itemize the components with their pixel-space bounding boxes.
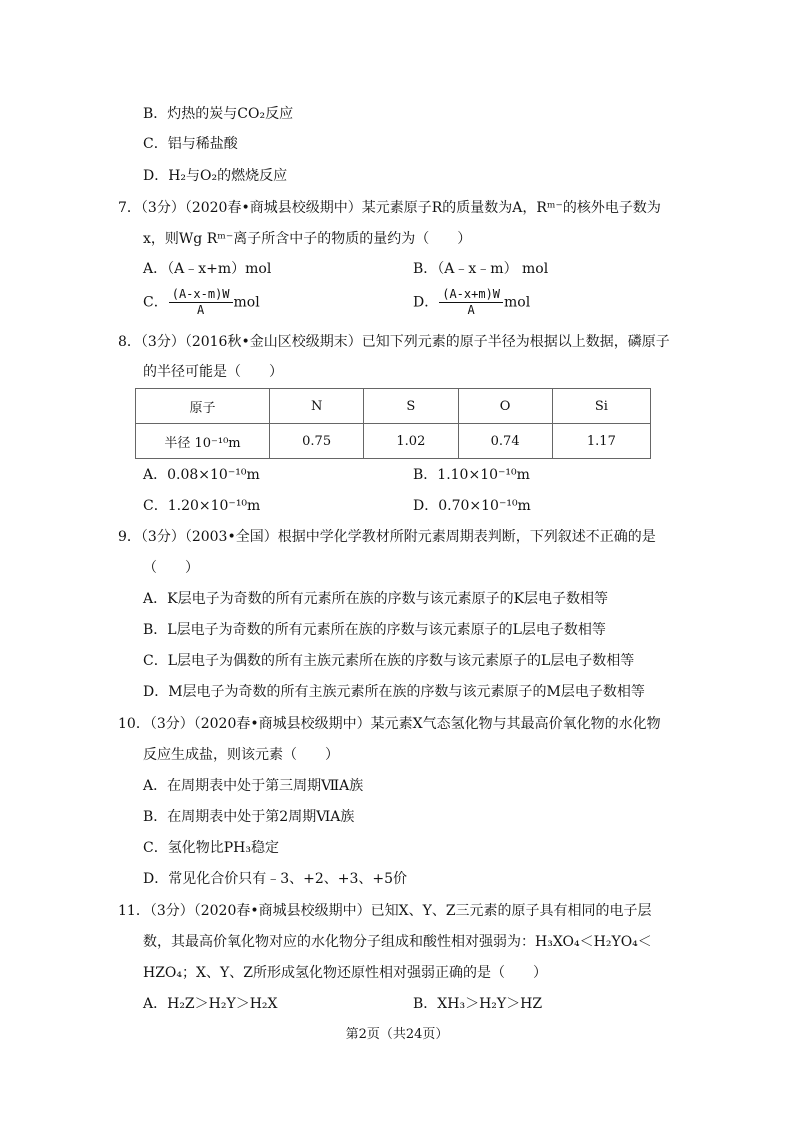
atomic-radius-table: [135, 388, 651, 459]
q7-option-c-label: C．: [143, 294, 168, 311]
q7-option-d-numerator: (A-x+m)W: [439, 287, 503, 303]
q7-stem-line2: x，则Wg Rᵐ⁻离子所含中子的物质的量约为（ ）: [143, 231, 472, 247]
q6-option-d: D．H₂与O₂的燃烧反应: [143, 168, 288, 184]
q7-option-b: B．（A﹣x﹣m） mol: [413, 261, 549, 277]
q10-option-d: D．常见化合价只有﹣3、+2、+3、+5价: [143, 871, 408, 887]
q8-option-a: A．0.08×10⁻¹⁰m: [143, 467, 260, 483]
table-header-cell: S: [364, 389, 458, 424]
q7-option-a: A．（A﹣x+m）mol: [143, 261, 272, 277]
q9-option-b: B．L层电子为奇数的所有元素所在族的序数与该元素原子的L层电子数相等: [143, 622, 606, 638]
table-header-cell: Si: [552, 389, 650, 424]
table-row: [136, 424, 651, 459]
q11-stem-line1: 11．（3分）（2020春•商城县校级期中）已知X、Y、Z三元素的原子具有相同的电子层: [118, 903, 652, 919]
q7-option-d-label: D．: [413, 294, 439, 311]
page-footer: 第2页（共24页）: [345, 1027, 449, 1042]
q7-option-c-numerator: (A-x-m)W: [169, 287, 233, 303]
q9-option-d: D．M层电子为奇数的所有主族元素所在族的序数与该元素原子的M层电子数相等: [143, 684, 645, 700]
q9-option-a: A．K层电子为奇数的所有元素所在族的序数与该元素原子的K层电子数相等: [143, 591, 609, 607]
q10-option-b: B．在周期表中处于第2周期ⅥA族: [143, 809, 355, 825]
q8-stem-line2: 的半径可能是（ ）: [143, 364, 283, 380]
q7-stem-line1: 7．（3分）（2020春•商城县校级期中）某元素原子R的质量数为A，Rᵐ⁻的核外电子数为: [118, 200, 661, 216]
table-header-cell: O: [458, 389, 552, 424]
q8-option-d: D．0.70×10⁻¹⁰m: [413, 498, 531, 514]
q7-option-d-fraction: [439, 287, 503, 318]
q7-option-c-unit: mol: [233, 294, 260, 311]
q6-option-b: B．灼热的炭与CO₂反应: [143, 106, 294, 122]
q6-option-c: C．铝与稀盐酸: [143, 136, 238, 152]
q11-stem-line3: HZO₄；X、Y、Z所形成氢化物还原性相对强弱正确的是（ ）: [143, 965, 547, 981]
q11-option-b: B．XH₃＞H₂Y＞HZ: [413, 996, 543, 1012]
q11-option-a: A．H₂Z＞H₂Y＞H₂X: [143, 996, 278, 1012]
q11-stem-line2: 数，其最高价氧化物对应的水化物分子组成和酸性相对强弱为：H₃XO₄＜H₂YO₄＜: [143, 934, 652, 950]
table-cell: 0.75: [270, 424, 364, 459]
table-header-cell: N: [270, 389, 364, 424]
q7-option-c: [143, 287, 260, 318]
table-header-cell: 原子: [136, 389, 270, 424]
table-cell: 1.17: [552, 424, 650, 459]
q10-stem-line1: 10．（3分）（2020春•商城县校级期中）某元素X气态氢化物与其最高价氧化物的水化物: [118, 716, 661, 732]
q10-stem-line2: 反应生成盐，则该元素（ ）: [143, 747, 339, 763]
q7-option-c-fraction: [169, 287, 233, 318]
q9-stem-line2: （ ）: [143, 560, 199, 576]
q10-option-a: A．在周期表中处于第三周期ⅦA族: [143, 778, 364, 794]
q7-option-c-denominator: A: [197, 303, 205, 317]
q10-option-c: C．氢化物比PH₃稳定: [143, 840, 279, 856]
q7-option-d-denominator: A: [467, 303, 475, 317]
q8-option-c: C．1.20×10⁻¹⁰m: [143, 498, 261, 514]
table-cell: 半径 10⁻¹⁰m: [136, 424, 270, 459]
q7-option-d-unit: mol: [504, 294, 531, 311]
table-header-row: [136, 389, 651, 424]
q9-option-c: C．L层电子为偶数的所有主族元素所在族的序数与该元素原子的L层电子数相等: [143, 653, 635, 669]
table-cell: 0.74: [458, 424, 552, 459]
q9-stem-line1: 9．（3分）（2003•全国）根据中学化学教材所附元素周期表判断，下列叙述不正确的是: [118, 529, 656, 545]
q8-stem-line1: 8．（3分）（2016秋•金山区校级期末）已知下列元素的原子半径为根据以上数据，磷原子: [118, 334, 670, 350]
q7-option-d: [413, 287, 530, 318]
table-cell: 1.02: [364, 424, 458, 459]
q8-option-b: B．1.10×10⁻¹⁰m: [413, 467, 530, 483]
